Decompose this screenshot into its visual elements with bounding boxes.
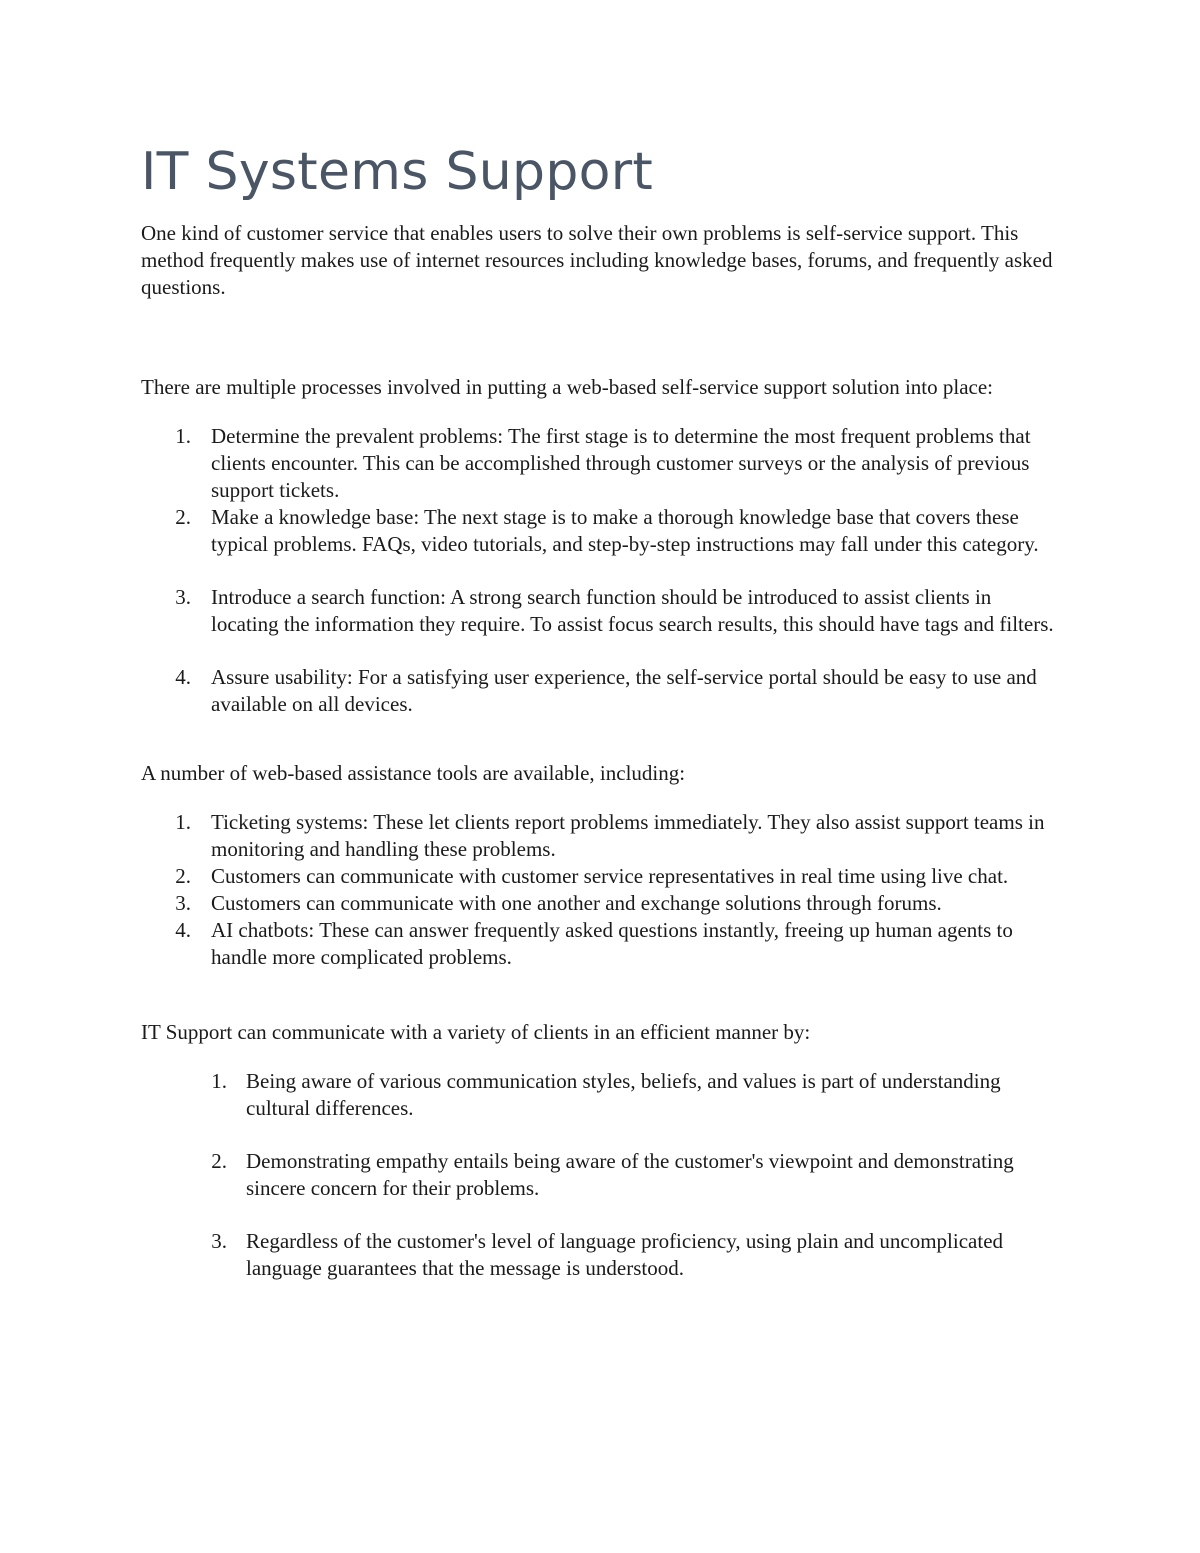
list-number: 2. (175, 864, 191, 888)
list-item (141, 1228, 1061, 1282)
list-item (141, 1068, 1061, 1122)
section3-lead: IT Support can communicate with a variety of clients in an efficient manner by: (141, 1020, 811, 1044)
process-steps-list (141, 423, 1061, 718)
page-title: IT Systems Support (141, 142, 654, 202)
list-item-text: Demonstrating empathy entails being aware of the customer's viewpoint and demonstrating sincere concern for their problems. (246, 1149, 1014, 1200)
list-number: 2. (175, 505, 191, 529)
list-number: 2. (211, 1149, 227, 1173)
list-item (141, 504, 1061, 558)
list-number: 4. (175, 918, 191, 942)
list-item (141, 917, 1061, 971)
list-number: 3. (211, 1229, 227, 1253)
list-item-text: Introduce a search function: A strong search function should be introduced to assist clients in locating the information they require. To assist focus search results, this should have tags and filters. (211, 585, 1054, 636)
communication-methods-list (141, 1068, 1061, 1282)
list-number: 3. (175, 891, 191, 915)
list-item (141, 664, 1061, 718)
list-item (141, 890, 1061, 917)
list-item-text: Assure usability: For a satisfying user experience, the self-service portal should be easy to use and available on all devices. (211, 665, 1037, 716)
list-item (141, 809, 1061, 863)
list-item-text: Regardless of the customer's level of language proficiency, using plain and uncomplicated language guarantees that the message is understood. (246, 1229, 1004, 1280)
list-item-text: Make a knowledge base: The next stage is to make a thorough knowledge base that covers these typical problems. FAQs, video tutorials, and step-by-step instructions may fall under this category. (211, 505, 1039, 556)
list-number: 4. (175, 665, 191, 689)
list-item (141, 863, 1061, 890)
intro-paragraph: One kind of customer service that enables users to solve their own problems is self-service support. This method frequently makes use of internet resources including knowledge bases, forums, and frequently asked questions. (141, 221, 1053, 299)
list-item-text: Ticketing systems: These let clients report problems immediately. They also assist support teams in monitoring and handling these problems. (211, 810, 1045, 861)
list-item (141, 1148, 1061, 1202)
list-item-text: Determine the prevalent problems: The first stage is to determine the most frequent problems that clients encounter. This can be accomplished through customer surveys or the analysis of previous support tickets. (211, 424, 1031, 502)
document-page (141, 140, 1061, 1282)
list-item (141, 584, 1061, 638)
list-item-text: Customers can communicate with customer service representatives in real time using live chat. (211, 864, 1009, 888)
list-number: 1. (175, 424, 191, 448)
list-number: 1. (175, 810, 191, 834)
assistance-tools-list (141, 809, 1061, 971)
list-number: 1. (211, 1069, 227, 1093)
list-item (141, 423, 1061, 504)
list-number: 3. (175, 585, 191, 609)
section1-lead: There are multiple processes involved in putting a web-based self-service support solution into place: (141, 375, 994, 399)
list-item-text: AI chatbots: These can answer frequently asked questions instantly, freeing up human agents to handle more complicated problems. (211, 918, 1013, 969)
list-item-text: Being aware of various communication styles, beliefs, and values is part of understanding cultural differences. (246, 1069, 1001, 1120)
section2-lead: A number of web-based assistance tools are available, including: (141, 761, 686, 785)
list-item-text: Customers can communicate with one another and exchange solutions through forums. (211, 891, 942, 915)
